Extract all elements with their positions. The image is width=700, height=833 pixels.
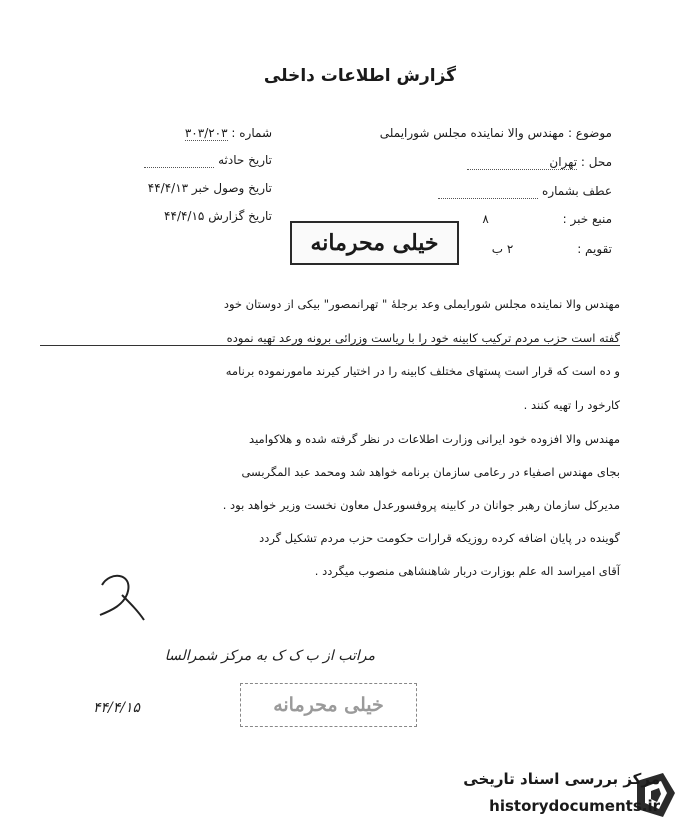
classification-stamp <box>290 221 459 265</box>
report-date-row <box>112 209 272 223</box>
receipt-date-value: ۴۴/۴/۱۳ <box>147 181 189 195</box>
faded-classification-stamp: خیلی محرمانه <box>240 683 417 727</box>
source-row <box>482 212 612 226</box>
location-row <box>467 155 612 170</box>
subject-row <box>380 126 612 140</box>
body-line-5: مهندس والا افزوده خود ایرانی وزارت اطلاعات در نظر گرفته شده و هلاکوامید <box>249 432 620 446</box>
event-date-dots <box>144 153 214 168</box>
body-line-2: گفته است حزب مردم ترکیب کابینه خود را با ریاست وزرائی برونه ورعد تهیه نموده <box>40 331 620 346</box>
event-date-row <box>112 153 272 168</box>
body-line-6: بجای مهندس اصفیاء در رعامی سازمان برنامه خواهد شد ومحمد عبد المگربسی <box>241 465 620 479</box>
handwritten-annotation: مراتب از ب ک ک به مرکز شمرالسا <box>164 648 375 664</box>
handwritten-signature <box>92 565 152 625</box>
reference-dots <box>438 184 538 199</box>
body-line-3: و ده است که قرار است پستهای مختلف کابینه را در اختیار کیرند مامورنموده برنامه <box>225 364 620 378</box>
body-line-4: کارخود را تهیه کنند . <box>523 398 620 412</box>
watermark-org-name: مرکز بررسی اسناد تاریخی <box>463 770 660 788</box>
location-label: محل : <box>580 155 612 169</box>
source-value: ۸ <box>482 212 489 226</box>
body-line-9: آقای امیراسد اله علم بوزارت دربار شاهنشاهی منصوب میگردد . <box>314 564 620 578</box>
location-value: تهران <box>467 155 577 170</box>
number-row <box>112 126 272 141</box>
reference-row <box>438 184 612 199</box>
rating-label: تقویم : <box>577 242 612 256</box>
reference-label: عطف بشماره <box>542 184 612 198</box>
number-value: ۳۰۳/۲۰۳ <box>184 126 228 140</box>
watermark-url[interactable]: historydocuments.ir <box>489 797 660 815</box>
body-line-1: مهندس والا نماینده مجلس شورایملی وعد برجلهٔ " تهرانمصور" بیکی از دوستان خود <box>223 297 620 311</box>
receipt-date-row <box>112 181 272 195</box>
source-label: منبع خبر : <box>562 212 612 226</box>
subject-label: موضوع : <box>567 126 612 140</box>
document-title: گزارش اطلاعات داخلی <box>263 66 457 86</box>
event-date-label: تاریخ حادثه <box>218 153 272 167</box>
subject-value: مهندس والا نماینده مجلس شورایملی <box>379 126 565 140</box>
rating-row <box>492 242 612 256</box>
rating-value: ۲ ب <box>491 242 514 256</box>
receipt-date-label: تاریخ وصول خبر <box>191 181 272 195</box>
report-date-label: تاریخ گزارش <box>208 209 272 223</box>
body-line-8: گوینده در پایان اضافه کرده روزیکه قرارات حکومت حزب مردم تشکیل گردد <box>259 531 620 545</box>
body-line-7: مدیرکل سازمان رهبر جوانان در کابینه پروفسورعدل معاون نخست وزیر خواهد بود . <box>222 498 620 512</box>
handwritten-date: ۴۴/۴/۱۵ <box>92 700 140 716</box>
number-label: شماره : <box>231 126 272 140</box>
report-date-value: ۴۴/۴/۱۵ <box>164 209 205 223</box>
classification-stamp-text: خیلی محرمانه <box>310 230 439 256</box>
